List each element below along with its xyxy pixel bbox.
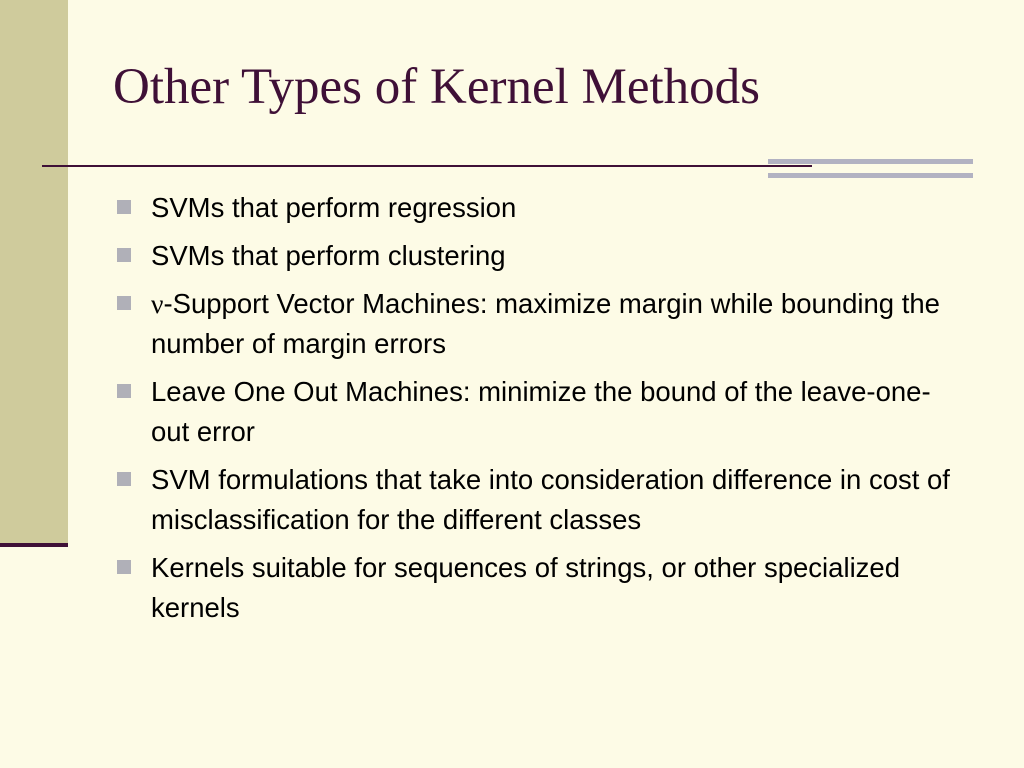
title-underline-rule [42, 165, 812, 167]
bullet-item [117, 460, 967, 540]
nu-symbol: ν [151, 288, 164, 319]
accent-bar-top [768, 159, 973, 164]
bullet-text: -Support Vector Machines: maximize margin while bounding the number of margin errors [151, 288, 940, 359]
left-decorative-band [0, 0, 68, 544]
slide-title: Other Types of Kernel Methods [113, 59, 761, 115]
bullet-text: Kernels suitable for sequences of strings, or other specialized kernels [151, 552, 901, 623]
square-bullet-icon [117, 248, 131, 262]
left-decorative-rule [0, 543, 68, 547]
bullet-item [117, 236, 967, 276]
bullet-text: SVMs that perform clustering [151, 240, 506, 271]
square-bullet-icon [117, 560, 131, 574]
bullet-item [117, 284, 967, 364]
bullet-item [117, 372, 967, 452]
bullet-list [117, 188, 967, 636]
square-bullet-icon [117, 200, 131, 214]
square-bullet-icon [117, 472, 131, 486]
bullet-item [117, 548, 967, 628]
square-bullet-icon [117, 296, 131, 310]
bullet-item [117, 188, 967, 228]
bullet-text: Leave One Out Machines: minimize the bound of the leave-one-out error [151, 376, 931, 447]
bullet-text: SVMs that perform regression [151, 192, 517, 223]
accent-bar-bottom [768, 173, 973, 178]
square-bullet-icon [117, 384, 131, 398]
bullet-text: SVM formulations that take into consideration difference in cost of misclassification for the different classes [151, 464, 950, 535]
